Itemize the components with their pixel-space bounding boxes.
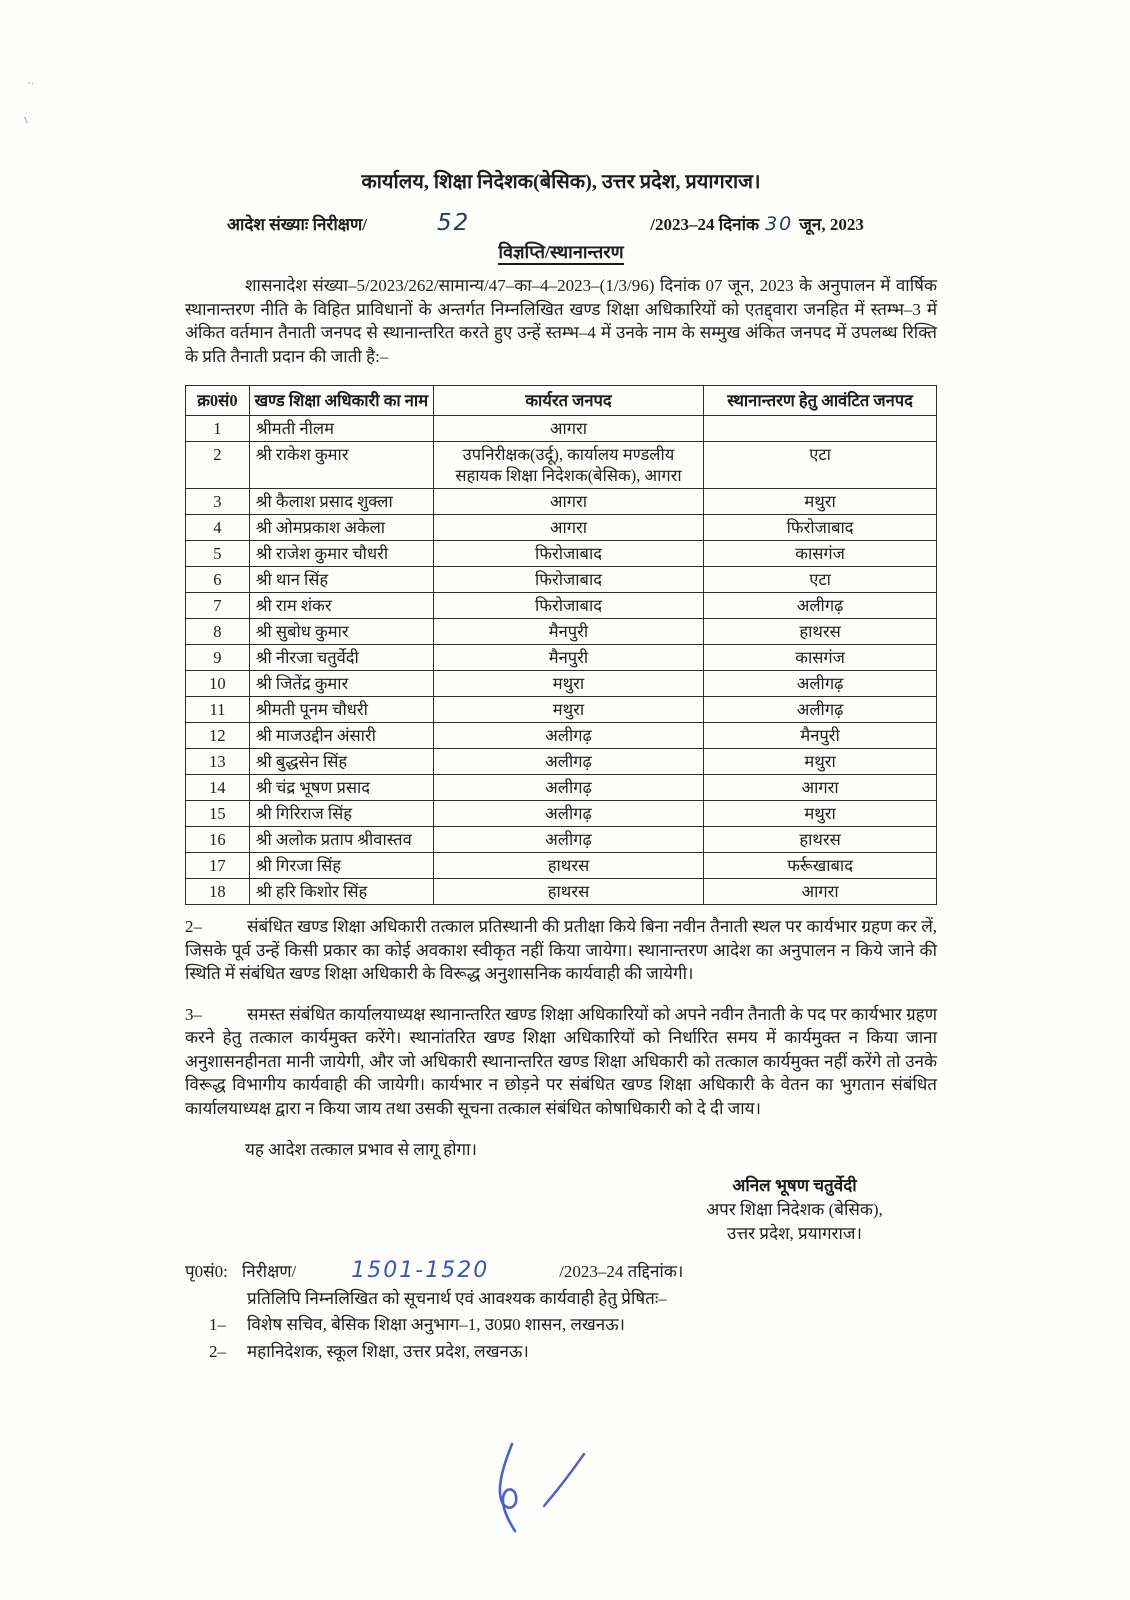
order-number-middle: /2023–24 दिनांक	[650, 215, 760, 234]
table-cell: अलीगढ़	[704, 671, 937, 697]
distribution-item-2-text: महानिदेशक, स्कूल शिक्षा, उत्तर प्रदेश, लखनऊ।	[247, 1342, 529, 1361]
clause-2-paragraph	[185, 915, 937, 986]
table-cell: अलीगढ़	[433, 827, 703, 853]
enforcement-line: यह आदेश तत्काल प्रभाव से लागू होगा।	[245, 1140, 477, 1159]
scan-artifact: ··	[25, 77, 36, 91]
table-header-serial: क्र0सं0	[186, 386, 250, 416]
document-title: कार्यालय, शिक्षा निदेशक(बेसिक), उत्तर प्रदेश, प्रयागराज।	[361, 171, 761, 193]
table-cell: 6	[186, 567, 250, 593]
handwritten-dispatch-range: 1501-1520	[351, 1258, 490, 1283]
transfer-table	[185, 385, 937, 905]
table-row	[186, 697, 937, 723]
signature-scribble	[478, 1438, 618, 1538]
table-cell	[704, 416, 937, 442]
table-cell: श्री ओमप्रकाश अकेला	[249, 515, 433, 541]
opening-paragraph: शासनादेश संख्या–5/2023/262/सामान्य/47–का–4–2023–(1/3/96) दिनांक 07 जून, 2023 के अनुपालन में वार्षिक स्थानान्तरण नीति के विहित प्राविधानों के अन्तर्गत निम्नलिखित खण्ड शिक्षा अधिकारियों को एतद्द्वारा जनहित में स्तम्भ–3 में अंकित वर्तमान तैनाती जनपद से स्थानान्तरित करते हुए उन्हें स्तम्भ–4 में उनके नाम के सम्मुख अंकित जनपद में उपलब्ध रिक्ति के प्रति तैनाती प्रदान की जाती है:–	[185, 276, 937, 366]
table-row	[186, 671, 937, 697]
table-header-allotted-district: स्थानान्तरण हेतु आवंटित जनपद	[704, 386, 937, 416]
table-row	[186, 853, 937, 879]
signature-icon	[478, 1438, 618, 1538]
signatory-block	[652, 1174, 937, 1246]
dispatch-number-line	[185, 1258, 937, 1283]
table-cell: फर्रूखाबाद	[704, 853, 937, 879]
table-cell: 5	[186, 541, 250, 567]
table-cell: श्री गिरजा सिंह	[249, 853, 433, 879]
table-cell: एटा	[704, 567, 937, 593]
table-row	[186, 515, 937, 541]
table-cell: 12	[186, 723, 250, 749]
table-cell: फिरोजाबाद	[433, 541, 703, 567]
table-cell: श्री जितेंद्र कुमार	[249, 671, 433, 697]
dispatch-label: निरीक्षण/	[241, 1262, 297, 1281]
table-cell: 4	[186, 515, 250, 541]
distribution-item-1-number: 1–	[209, 1315, 226, 1334]
clause-3-text: समस्त संबंधित कार्यालयाध्यक्ष स्थानान्तरित खण्ड शिक्षा अधिकारियों को अपने नवीन तैनाती के पद पर कार्यभार ग्रहण करने हेतु तत्काल कार्यमुक्त करेंगे। स्थानांतरित खण्ड शिक्षा अधिकारियों को निर्धारित समय में कार्यमुक्त न किया जाना अनुशासनहीनता मानी जायेगी, और जो अधिकारी स्थानान्तरित खण्ड शिक्षा अधिकारी को तत्काल कार्यमुक्त नहीं करेंगे तो उनके विरूद्ध विभागीय कार्यवाही की जायेगी। कार्यभार न छोड़ने पर संबंधित खण्ड शिक्षा अधिकारी के वेतन का भुगतान संबंधित कार्यालयाध्यक्ष द्वारा न किया जाय तथा उसकी सूचना तत्काल संबंधित कोषाधिकारी को दे दी जाय।	[185, 1004, 937, 1118]
order-number-line	[185, 210, 937, 236]
document-content	[185, 168, 937, 1365]
table-row	[186, 593, 937, 619]
table-cell: फिरोजाबाद	[433, 567, 703, 593]
table-row	[186, 775, 937, 801]
dispatch-suffix: /2023–24 तद्दिनांक।	[559, 1262, 684, 1281]
table-cell: आगरा	[704, 775, 937, 801]
table-cell: मैनपुरी	[433, 645, 703, 671]
table-cell: 17	[186, 853, 250, 879]
table-cell: अलीगढ़	[704, 697, 937, 723]
table-cell: श्री सुबोध कुमार	[249, 619, 433, 645]
table-cell: 10	[186, 671, 250, 697]
table-cell: श्री राजेश कुमार चौधरी	[249, 541, 433, 567]
table-cell: श्रीमती नीलम	[249, 416, 433, 442]
clause-2-text: संबंधित खण्ड शिक्षा अधिकारी तत्काल प्रतिस्थानी की प्रतीक्षा किये बिना नवीन तैनाती स्थल पर कार्यभार ग्रहण कर लें, जिसके पूर्व उन्हें किसी प्रकार का कोई अवकाश स्वीकृत नहीं किया जायेगा। स्थानान्तरण आदेश का अनुपालन न किये जाने की स्थिति में संबंधित खण्ड शिक्षा अधिकारी के विरूद्ध अनुशासनिक कार्यवाही की जायेगी।	[185, 917, 937, 983]
table-cell: अलीगढ़	[704, 593, 937, 619]
table-cell: मथुरा	[433, 671, 703, 697]
dispatch-prefix: पृ0सं0:	[185, 1262, 228, 1281]
table-row	[186, 489, 937, 515]
table-cell: श्रीमती पूनम चौधरी	[249, 697, 433, 723]
table-cell: 9	[186, 645, 250, 671]
table-cell: आगरा	[433, 489, 703, 515]
subject-line	[185, 240, 937, 264]
table-cell: श्री राम शंकर	[249, 593, 433, 619]
clause-2-number: 2–	[185, 917, 202, 936]
table-cell: हाथरस	[433, 879, 703, 905]
table-cell: श्री हरि किशोर सिंह	[249, 879, 433, 905]
handwritten-order-date: 30	[765, 213, 794, 235]
table-cell: हाथरस	[704, 619, 937, 645]
table-cell: अलीगढ़	[433, 801, 703, 827]
table-cell: 13	[186, 749, 250, 775]
table-row	[186, 723, 937, 749]
transfer-table-body	[186, 416, 937, 905]
table-row	[186, 879, 937, 905]
signatory-designation: अपर शिक्षा निदेशक (बेसिक),	[706, 1200, 883, 1219]
table-row	[186, 827, 937, 853]
table-cell: मथुरा	[704, 801, 937, 827]
table-cell: श्री अलोक प्रताप श्रीवास्तव	[249, 827, 433, 853]
distribution-item-1	[185, 1311, 937, 1338]
table-cell: 3	[186, 489, 250, 515]
table-cell: 14	[186, 775, 250, 801]
table-row	[186, 619, 937, 645]
table-cell: फिरोजाबाद	[433, 593, 703, 619]
table-row	[186, 416, 937, 442]
transfer-table-head	[186, 386, 937, 416]
table-cell: श्री कैलाश प्रसाद शुक्ला	[249, 489, 433, 515]
table-cell: श्री बुद्धसेन सिंह	[249, 749, 433, 775]
table-cell: मथुरा	[704, 749, 937, 775]
table-cell: कासगंज	[704, 645, 937, 671]
table-cell: 1	[186, 416, 250, 442]
table-cell: 15	[186, 801, 250, 827]
table-cell: उपनिरीक्षक(उर्दू), कार्यालय मण्डलीय सहायक शिक्षा निदेशक(बेसिक), आगरा	[433, 442, 703, 489]
table-row	[186, 442, 937, 489]
table-cell: एटा	[704, 442, 937, 489]
signatory-name: अनिल भूषण चतुर्वेदी	[732, 1176, 857, 1195]
table-cell: श्री चंद्र भूषण प्रसाद	[249, 775, 433, 801]
table-cell: मैनपुरी	[704, 723, 937, 749]
subject-text: विज्ञप्ति/स्थानान्तरण	[498, 242, 623, 265]
table-row	[186, 541, 937, 567]
table-cell: फिरोजाबाद	[704, 515, 937, 541]
table-cell: 2	[186, 442, 250, 489]
table-cell: हाथरस	[433, 853, 703, 879]
table-cell: आगरा	[704, 879, 937, 905]
table-cell: आगरा	[433, 416, 703, 442]
table-cell: मैनपुरी	[433, 619, 703, 645]
scan-artifact: ι	[21, 111, 31, 128]
table-cell: श्री माजउद्दीन अंसारी	[249, 723, 433, 749]
handwritten-order-number: 52	[437, 210, 471, 236]
table-cell: श्री नीरजा चतुर्वेदी	[249, 645, 433, 671]
table-cell: श्री गिरिराज सिंह	[249, 801, 433, 827]
table-cell: आगरा	[433, 515, 703, 541]
table-row	[186, 801, 937, 827]
distribution-item-2	[185, 1338, 937, 1365]
table-header-current-district: कार्यरत जनपद	[433, 386, 703, 416]
table-cell: अलीगढ़	[433, 749, 703, 775]
table-cell: मथुरा	[704, 489, 937, 515]
order-number-suffix: जून, 2023	[799, 215, 864, 234]
table-cell: श्री राकेश कुमार	[249, 442, 433, 489]
table-cell: 7	[186, 593, 250, 619]
clause-3-number: 3–	[185, 1004, 202, 1024]
table-cell: अलीगढ़	[433, 775, 703, 801]
table-header-row	[186, 386, 937, 416]
table-row	[186, 749, 937, 775]
table-row	[186, 567, 937, 593]
table-cell: हाथरस	[704, 827, 937, 853]
table-header-officer-name: खण्ड शिक्षा अधिकारी का नाम	[249, 386, 433, 416]
clause-3-paragraph	[185, 1003, 937, 1121]
signatory-location: उत्तर प्रदेश, प्रयागराज।	[727, 1224, 862, 1243]
table-cell: 11	[186, 697, 250, 723]
table-cell: मथुरा	[433, 697, 703, 723]
copy-distribution-heading: प्रतिलिपि निम्नलिखित को सूचनार्थ एवं आवश्यक कार्यवाही हेतु प्रेषितः–	[247, 1289, 667, 1308]
table-cell: 16	[186, 827, 250, 853]
table-cell: श्री थान सिंह	[249, 567, 433, 593]
table-cell: 18	[186, 879, 250, 905]
distribution-item-2-number: 2–	[209, 1342, 226, 1361]
table-cell: कासगंज	[704, 541, 937, 567]
distribution-item-1-text: विशेष सचिव, बेसिक शिक्षा अनुभाग–1, उ0प्र0 शासन, लखनऊ।	[247, 1315, 625, 1334]
table-row	[186, 645, 937, 671]
table-cell: अलीगढ़	[433, 723, 703, 749]
table-cell: 8	[186, 619, 250, 645]
order-number-prefix: आदेश संख्याः निरीक्षण/	[227, 215, 367, 234]
